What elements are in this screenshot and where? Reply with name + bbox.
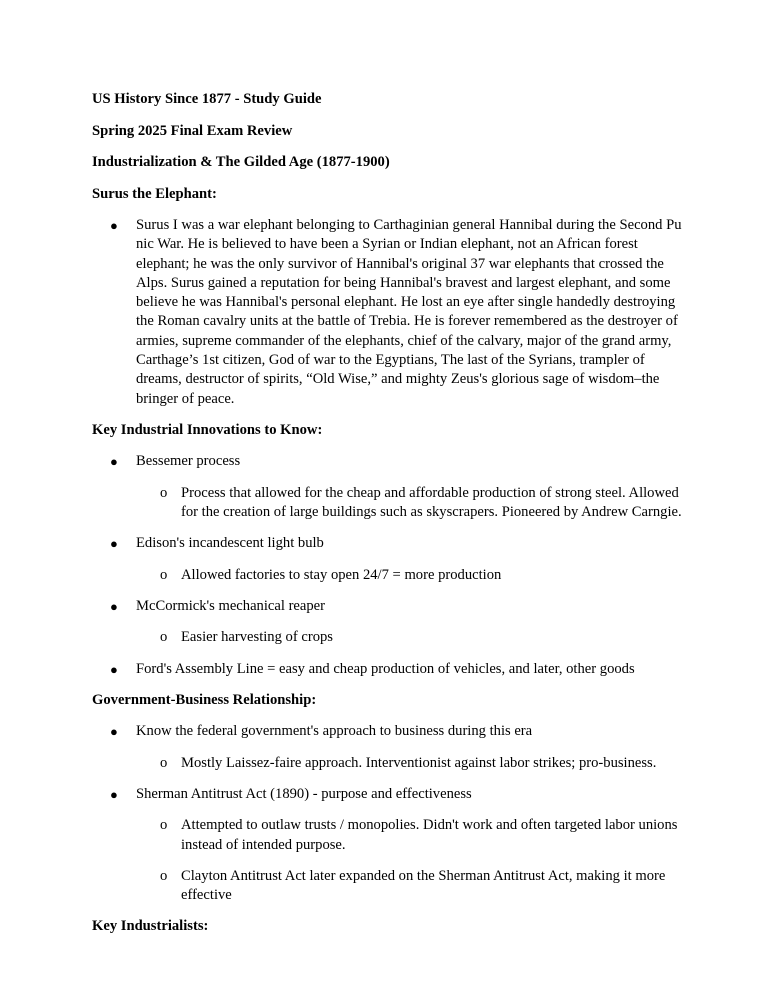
sub-list [136,754,692,773]
list-item-text: McCormick's mechanical reaper [136,597,326,614]
sub-list-item-text: Process that allowed for the cheap and affordable production of strong steel. Allowed for the creation of large buildings such as skyscrapers. Pioneered by Andrew Carngie. [181,484,682,521]
bullet-icon: ● [110,536,118,552]
sub-list-item-text: Allowed factories to stay open 24/7 = more production [181,566,502,583]
section-heading-industrialists: Key Industrialists: [92,918,209,935]
sub-list-item [136,816,692,855]
sub-bullet-icon: o [160,484,168,501]
document-title: US History Since 1877 - Study Guide [92,91,322,107]
list-item [92,785,692,905]
document-subtitle: Spring 2025 Final Exam Review [92,122,293,139]
sub-list-item [136,566,692,585]
sub-list [136,816,692,905]
surus-list [92,216,692,409]
bullet-icon: ● [110,454,118,470]
list-item [92,597,692,648]
sub-list [136,566,692,585]
sub-bullet-icon: o [160,629,168,646]
list-item-text: Sherman Antitrust Act (1890) - purpose and effectiveness [136,785,472,802]
sub-bullet-icon: o [160,867,168,884]
sub-list-item-text: Attempted to outlaw trusts / monopolies. Didn't work and often targeted labor unions instead of intended purpose. [181,817,678,853]
bullet-icon: ● [110,724,118,740]
sub-list [136,628,692,647]
sub-list-item-text: Easier harvesting of crops [181,629,333,646]
section-heading-government: Government-Business Relationship: [92,691,317,708]
sub-list-item [136,867,692,906]
bullet-icon: ● [110,598,118,614]
sub-list-item-text: Mostly Laissez-faire approach. Interventionist against labor strikes; pro-business. [181,754,657,771]
list-item [92,722,692,773]
sub-bullet-icon: o [160,566,168,583]
sub-bullet-icon: o [160,817,168,834]
bullet-icon: ● [110,218,118,233]
bullet-icon: ● [110,661,118,677]
list-item [92,216,692,409]
list-item [92,534,692,585]
section-heading-innovations: Key Industrial Innovations to Know: [92,421,323,438]
sub-list [136,484,692,523]
section-heading-surus: Surus the Elephant: [92,185,217,202]
sub-bullet-icon: o [160,754,168,771]
list-item [92,452,692,522]
list-item-text: Edison's incandescent light bulb [136,535,324,552]
sub-list-item [136,484,692,523]
list-item-text: Surus I was a war elephant belonging to Carthaginian general Hannibal during the Second Pu nic War. He is believed to have been a Syrian or Indian elephant, not an African forest elephant; he was the only survivor of Hannibal's original 37 war elephants that crossed the Alps. Surus gained a reputation for being Hannibal's bravest and largest elephant, and some believe he was Hannibal's personal elephant. He lost an eye after single handedly destroying the Roman cavalry units at the battle of Trebia. He is forever remembered as the destroyer of armies, supreme commander of the elephants, chief of the calvary, major of the grand army, Carthage’s 1st citizen, God of war to the Egyptians, The last of the Syrians, trampler of dreams, destructor of spirits, “Old Wise,” and mighty Zeus's glorious sage of wisdom–the bringer of peace. [136,217,682,407]
document-body [92,90,692,949]
list-item [92,660,692,679]
unit-heading: Industrialization & The Gilded Age (1877-1900) [92,154,390,170]
innovations-list [92,452,692,678]
sub-list-item-text: Clayton Antitrust Act later expanded on the Sherman Antitrust Act, making it more effective [181,867,666,904]
list-item-text: Bessemer process [136,453,241,470]
list-item-text: Know the federal government's approach to business during this era [136,723,533,740]
bullet-icon: ● [110,786,118,802]
sub-list-item [136,628,692,647]
sub-list-item [136,754,692,773]
government-list [92,722,692,905]
list-item-text: Ford's Assembly Line = easy and cheap production of vehicles, and later, other goods [136,660,635,677]
